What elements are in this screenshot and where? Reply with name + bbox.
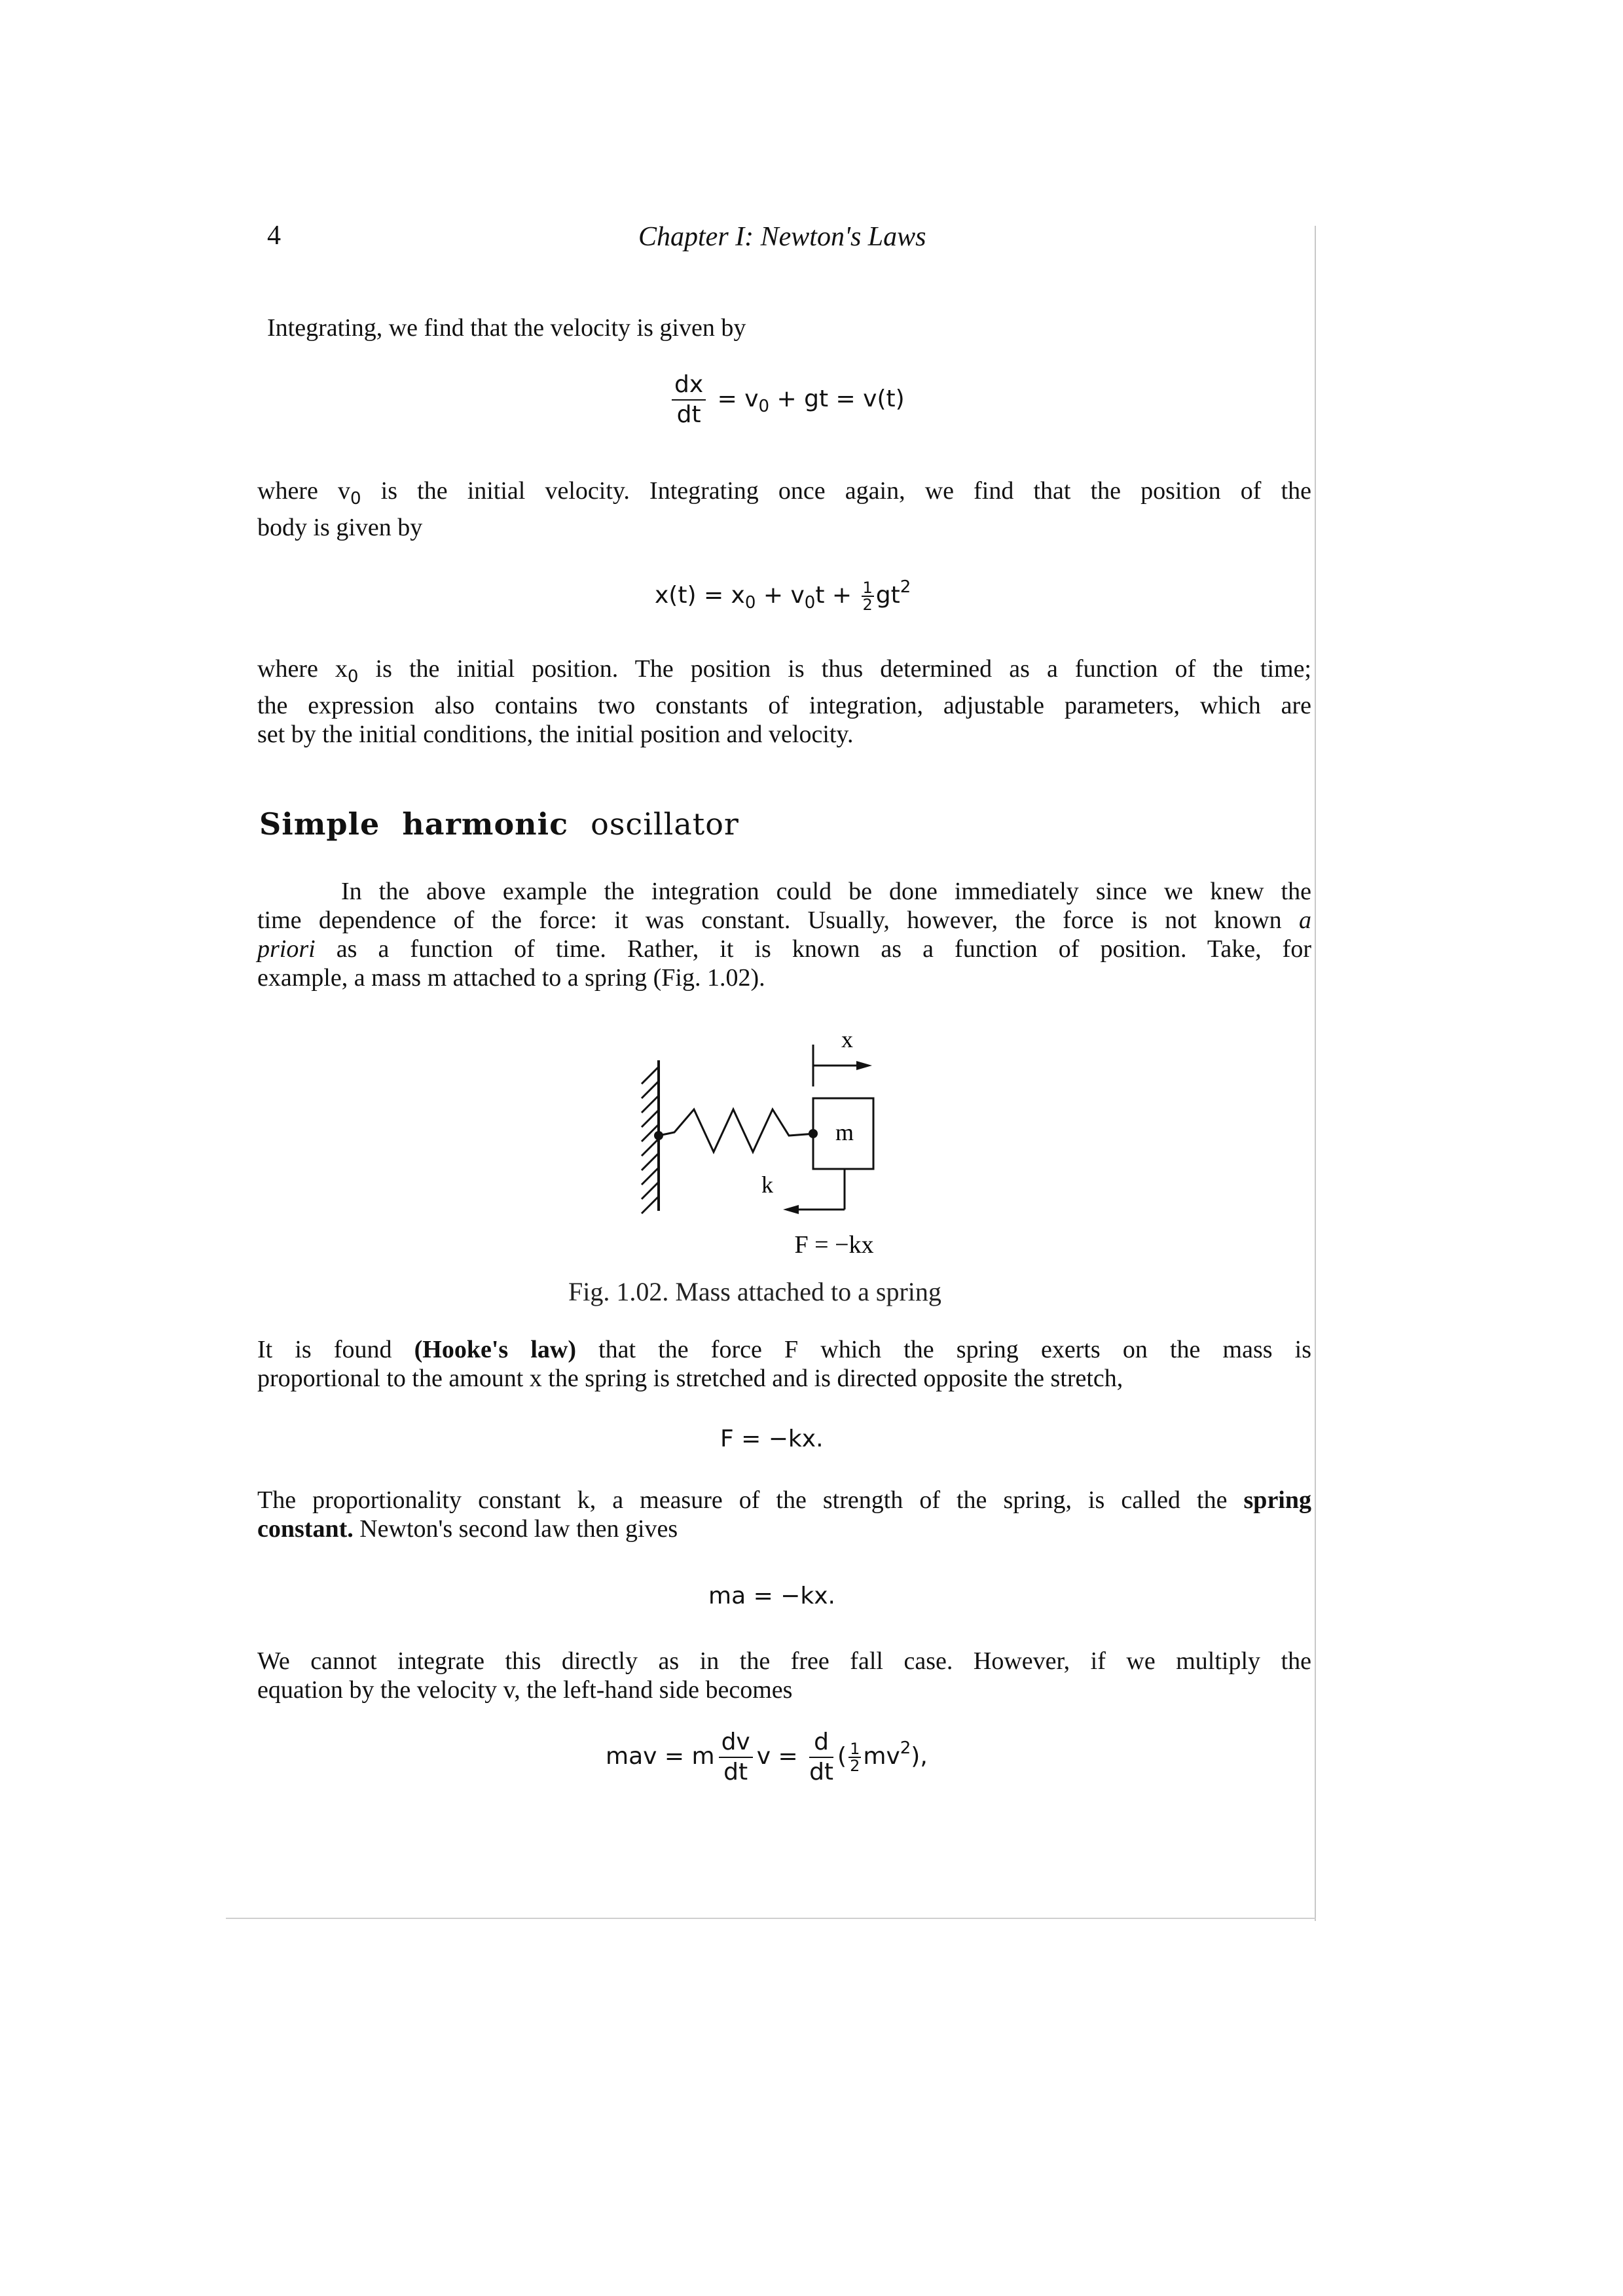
equation-text: ),: [911, 1743, 928, 1770]
text-line: [257, 906, 1311, 935]
equation-text: + gt = v(t): [776, 386, 905, 412]
equation-mav: [606, 1728, 928, 1787]
figure-caption: Fig. 1.02. Mass attached to a spring: [568, 1277, 941, 1306]
text-span: It is found: [257, 1336, 414, 1363]
text-line: In the above example the integration could be done immediately since we knew the: [341, 878, 1311, 905]
section-title: [259, 806, 739, 842]
equation-text: (: [837, 1743, 847, 1770]
superscript: 2: [900, 1738, 911, 1758]
equation-text: mv: [863, 1743, 900, 1770]
subscript: 0: [804, 593, 816, 613]
italic-text: priori: [257, 935, 316, 963]
superscript: 2: [900, 577, 911, 597]
subscript: 0: [758, 397, 770, 416]
equation-text: gt: [875, 582, 900, 609]
force-arrow-head: [783, 1205, 799, 1214]
subscript: 0: [347, 667, 359, 687]
text-line: proportional to the amount x the spring is stretched and is directed opposite the stretch,: [257, 1365, 1123, 1392]
fraction-numerator: 1: [862, 579, 873, 597]
equation-text: x(t) = x: [655, 582, 745, 609]
running-head: Chapter I: Newton's Laws: [638, 222, 926, 252]
spring-zigzag: [659, 1109, 815, 1152]
equation-newton-second-law: ma = −kx.: [708, 1583, 835, 1609]
text-span: where v: [257, 477, 350, 505]
text-span: that the force F which the spring exerts on the mass is: [575, 1336, 1311, 1363]
text-line: equation by the velocity v, the left-hand side becomes: [257, 1676, 793, 1704]
paragraph-spring-intro: [257, 877, 1311, 992]
fraction-dx-dt: [672, 370, 706, 429]
italic-text: a: [1299, 906, 1312, 934]
paragraph-intro: Integrating, we find that the velocity is given by: [267, 314, 746, 342]
spring-constant-label: k: [761, 1172, 773, 1198]
fraction-numerator: dx: [672, 370, 706, 401]
equation-hookes-law: F = −kx.: [720, 1426, 824, 1452]
text-line: [257, 1335, 1311, 1364]
text-span: as a function of time. Rather, it is known as a function of position. Take, for: [315, 935, 1311, 963]
paragraph-multiply-velocity: [257, 1647, 1311, 1704]
wall-hatching: [642, 1067, 659, 1213]
fraction-denominator: 2: [850, 1757, 860, 1775]
subscript: 0: [744, 593, 756, 613]
paragraph-initial-velocity: [257, 476, 1311, 542]
fraction-denominator: dt: [723, 1759, 748, 1785]
paragraph-initial-position: [257, 655, 1311, 749]
text-span: where x: [257, 655, 348, 683]
text-span: The proportionality constant k, a measure of the strength of the spring, is called the: [257, 1486, 1244, 1514]
text-line: example, a mass m attached to a spring (Fig. 1.02).: [257, 964, 765, 992]
equation-text: + v: [756, 582, 805, 609]
text-span: time dependence of the force: it was constant. Usually, however, the force is not known: [257, 906, 1282, 934]
bold-text: (Hooke's law): [414, 1336, 576, 1363]
fraction-dv-dt: [719, 1728, 753, 1787]
right-border-line: [1315, 226, 1316, 1921]
fraction-d-dt: [809, 1728, 833, 1787]
bottom-border-line: [226, 1918, 1316, 1919]
mass-label: m: [835, 1119, 854, 1145]
fraction-one-half: [862, 580, 874, 613]
text-line: set by the initial conditions, the initial position and velocity.: [257, 721, 854, 748]
section-title-word: Simple: [259, 806, 380, 842]
text-span: Newton's second law then gives: [353, 1515, 678, 1543]
text-line: the expression also contains two constants of integration, adjustable parameters, which are: [257, 692, 1311, 719]
text-line: [257, 476, 1311, 513]
section-title-word: oscillator: [591, 806, 739, 842]
fraction-denominator: dt: [676, 401, 701, 428]
text-line: [257, 1486, 1311, 1515]
equation-text: = v: [717, 386, 759, 412]
equation-text: mav = m: [606, 1743, 715, 1770]
equation-velocity: [668, 370, 905, 429]
equation-text: v =: [756, 1743, 806, 1770]
fraction-denominator: dt: [809, 1759, 834, 1785]
bold-text: spring: [1243, 1486, 1311, 1514]
fraction-one-half: [848, 1741, 861, 1774]
fraction-numerator: dv: [719, 1728, 753, 1758]
text-line: body is given by: [257, 514, 423, 541]
bold-text: constant.: [257, 1515, 354, 1543]
wall-attachment-dot: [654, 1131, 663, 1140]
spring-mass-figure: [629, 1021, 943, 1263]
equation-text: t +: [815, 582, 860, 609]
paragraph-hookes-law: [257, 1335, 1311, 1393]
text-line: [257, 1515, 1311, 1543]
text-span: is the initial position. The position is thus determined as a function of the time;: [358, 655, 1311, 683]
fraction-numerator: 1: [850, 1740, 860, 1758]
text-line: We cannot integrate this directly as in the free fall case. However, if we multiply the: [257, 1647, 1311, 1675]
section-title-word: harmonic: [402, 806, 569, 842]
fraction-numerator: d: [809, 1728, 833, 1758]
text-line: [257, 655, 1311, 691]
force-label: F = −kx: [794, 1231, 874, 1259]
fraction-denominator: 2: [862, 596, 873, 614]
text-span: is the initial velocity. Integrating once again, we find that the position of the: [361, 477, 1311, 505]
subscript: 0: [350, 489, 361, 509]
text-line: [257, 935, 1311, 963]
page-number: 4: [267, 221, 281, 251]
equation-position: [655, 577, 911, 613]
x-arrow-head: [856, 1061, 872, 1070]
paragraph-spring-constant: [257, 1486, 1311, 1543]
x-label: x: [841, 1026, 853, 1052]
